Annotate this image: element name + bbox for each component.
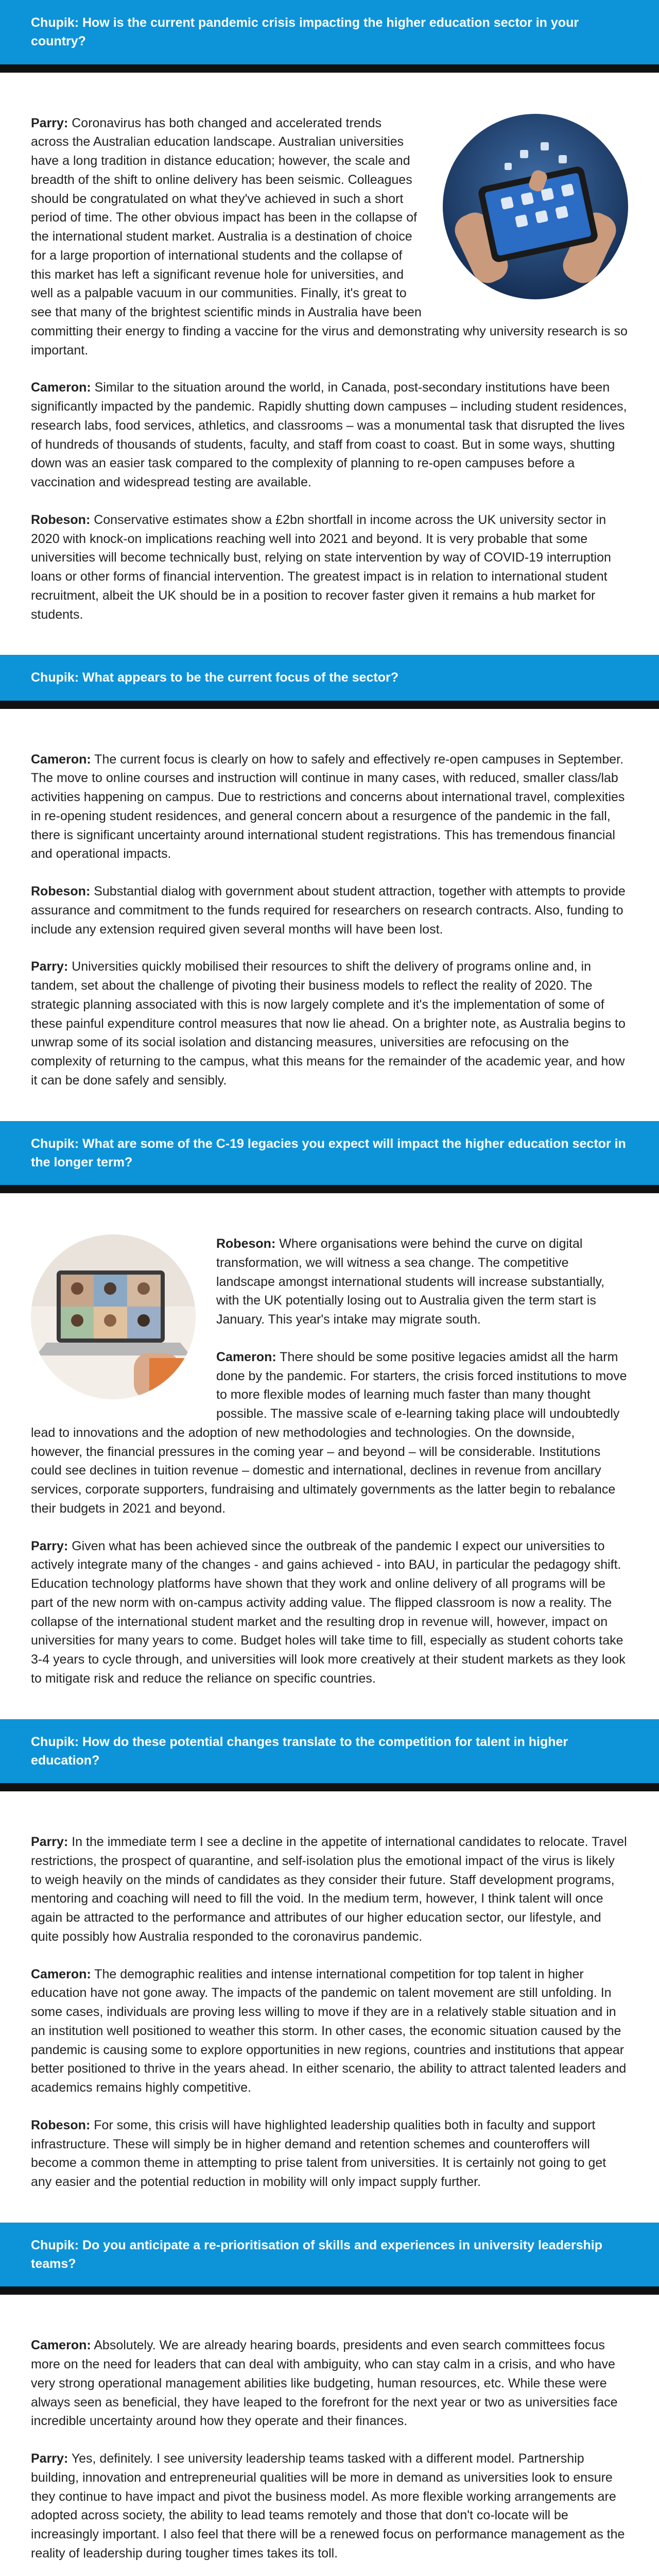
question-heading-2: Chupik: What appears to be the current focus of the sector? [0, 655, 659, 708]
answer-paragraph [31, 957, 628, 1090]
answer-paragraph [31, 2336, 628, 2431]
answer-text: Given what has been achieved since the outbreak of the pandemic I expect our universities to actively integrate many of the changes - and gains achieved - into BAU, in particular the pedagogy shift. Education technology platforms have shown that they work and online delivery of all programs will be part of the new norm with on-campus activity adding value. The flipped classroom is now a reality. The collapse of the international student market and the resulting drop in revenue will, however, impact on universities for many years to come. Budget holes will take time to fill, especially as student cohorts take 3-4 years to cycle through, and universities will look more creatively at their student markets as they look to mitigate risk and reduce the reliance on specific countries. [31, 1538, 626, 1686]
answer-text: For some, this crisis will have highlighted leadership qualities both in faculty and support infrastructure. These will simply be in higher demand and retention schemes and counteroffers will become a common theme in attempting to prise talent from universities. It is certainly not going to get any easier and the potential reduction in mobility will only impact supply further. [31, 2117, 606, 2189]
speaker-name: Parry: [31, 115, 68, 130]
answer-paragraph [31, 1965, 628, 2097]
laptop-video-conference-image [31, 1234, 196, 1399]
speaker-name: Robeson: [31, 2117, 91, 2132]
speaker-name: Robeson: [216, 1236, 276, 1251]
question-heading-4: Chupik: How do these potential changes translate to the competition for talent in higher education? [0, 1719, 659, 1792]
answer-paragraph [31, 2116, 628, 2192]
speaker-name: Parry: [31, 2451, 68, 2466]
answer-paragraph [31, 511, 628, 624]
speaker-name: Parry: [31, 1835, 68, 1849]
speaker-name: Cameron: [31, 752, 91, 767]
answer-paragraph [31, 2449, 628, 2563]
answer-section-1 [0, 73, 659, 655]
speaker-name: Parry: [31, 1538, 68, 1553]
hands-holding-tablet-image [443, 114, 628, 299]
answer-text: Absolutely. We are already hearing boards, presidents and even search committees focus more on the need for leaders that can deal with ambiguity, who can stay calm in a crisis, and who have very strong operational management abilities like budgeting, human resources, etc. While these were always seen as beneficial, they have leaped to the forefront for the next year or two as universities face incredible uncertainty around how they operate and their finances. [31, 2338, 618, 2429]
answer-paragraph [31, 378, 628, 492]
answer-paragraph [31, 1537, 628, 1688]
answer-section-4 [0, 1791, 659, 2223]
answer-text: Universities quickly mobilised their resources to shift the delivery of programs online and, in tandem, set about the challenge of pivoting their business models to reflect the reality of 2020. The strategic planning associated with this is now largely complete and it's the implementation of some of these painful expenditure control measures that now lie ahead. On a brighter note, as Australia begins to unwrap some of its social isolation and distancing measures, universities are refocusing on the complexity of returning to the campus, what this means for the remainder of the academic year, and how it can be done safely and sensibly. [31, 959, 626, 1088]
answer-text: Coronavirus has both changed and accelerated trends across the Australian education landscape. Australian universities have a long tradition in distance education; however, the scale and breadth of the shift to online delivery has been seismic. Colleagues should be congratulated on what they've achieved in such a short period of time. The other obvious impact has been in the collapse of the international student market. Australia is a destination of choice for a large proportion of international students and the collapse of this market has left a significant revenue hole for universities, and well as a palpable vacuum in our communities. Finally, it's great to see that many of the brightest scientific minds in Australia have been committing their energy to finding a vaccine for the virus and demonstrating why university research is so important. [31, 115, 628, 358]
speaker-name: Robeson: [31, 884, 91, 899]
answer-text: Substantial dialog with government about student attraction, together with attempts to provide assurance and commitment to the funds required for researchers on research contracts. Also, funding to include any extension required given several months will have been lost. [31, 884, 626, 937]
answer-text: Yes, definitely. I see university leadership teams tasked with a different model. Partnership building, innovation and entrepreneurial qualities will be more in demand as universities look to ensure they continue to have impact and pivot the business model. As more flexible working arrangements are adopted across society, the ability to lead teams remotely and those that don't co-locate will be increasingly important. I also feel that there will be a renewed focus on performance management as the reality of leadership during tougher times takes its toll. [31, 2451, 625, 2561]
speaker-name: Robeson: [31, 512, 91, 527]
tablet-app-photo [443, 114, 628, 299]
answer-text: The demographic realities and intense international competition for top talent in higher education have not gone away. The impacts of the pandemic on talent movement are still unfolding. In some cases, individuals are proving less willing to move if they are in a relatively stable situation and in an institution well positioned to weather this storm. In other cases, the economic situation caused by the pandemic is causing some to explore opportunities in new regions, countries and institutions that appear better positioned to thrive in the years ahead. In either scenario, the ability to attract talented leaders and academics remains highly competitive. [31, 1967, 627, 2095]
answer-text: Where organisations were behind the curve on digital transformation, we will witness a sea change. The competitive landscape amongst international students will increase substantially, with the UK potentially losing out to Australia given the term start is January. This year's intake may migrate south. [216, 1236, 605, 1327]
answer-text: Similar to the situation around the world, in Canada, post-secondary institutions have been significantly impacted by the pandemic. Rapidly shutting down campuses – including student residences, research labs, food services, athletics, and classrooms – was a monumental task that disrupted the lives of hundreds of thousands of students, faculty, and staff from coast to coast. But in some ways, shutting down was an easier task compared to the complexity of planning to re-open campuses before a vaccination and widespread testing are available. [31, 380, 627, 489]
question-heading-3: Chupik: What are some of the C-19 legacies you expect will impact the higher education sector in the longer term? [0, 1121, 659, 1194]
answer-paragraph [31, 882, 628, 939]
speaker-name: Cameron: [31, 2338, 91, 2353]
answer-section-3 [0, 1193, 659, 1719]
speaker-name: Cameron: [31, 1967, 91, 1981]
speaker-name: Cameron: [216, 1349, 276, 1364]
answer-text: In the immediate term I see a decline in the appetite of international candidates to relocate. Travel restrictions, the prospect of quarantine, and self-isolation plus the emotional impact of the virus is likely to weigh heavily on the minds of candidates as they consider their future. Staff development programs, mentoring and coaching will need to fill the void. In the medium term, however, I think talent will once again be attracted to the performance and attributes of our higher education sector, our lifestyle, and quite possibly how Australia responded to the coronavirus pandemic. [31, 1835, 627, 1944]
speaker-name: Cameron: [31, 380, 91, 395]
question-heading-5: Chupik: Do you anticipate a re-prioritisation of skills and experiences in university leadership teams? [0, 2223, 659, 2295]
answer-section-5 [0, 2295, 659, 2576]
answer-text: The current focus is clearly on how to safely and effectively re-open campuses in September. The move to online courses and instruction will continue in many cases, with reduced, smaller class/lab activities happening on campus. Due to restrictions and concerns about international travel, complexities in re-opening student residences, and general concern about a resurgence of the pandemic in the fall, there is significant uncertainty around international student registrations. This has tremendous financial and operational impacts. [31, 752, 625, 861]
video-call-photo [31, 1234, 196, 1399]
answer-section-2 [0, 709, 659, 1121]
answer-paragraph [31, 750, 628, 864]
answer-text: There should be some positive legacies amidst all the harm done by the pandemic. For starters, the crisis forced institutions to move to more flexible modes of learning much faster than many thought possible. The massive scale of e-learning taking place will undoubtedly lead to innovations and the adoption of new methodologies and technologies. On the downside, however, the financial pressures in the coming year – and beyond – will be considerable. Institutions could see declines in tuition revenue – domestic and international, declines in revenue from ancillary services, corporate supporters, fundraising and ultimately governments as the latter begin to rebalance their budgets in 2021 and beyond. [31, 1349, 627, 1516]
speaker-name: Parry: [31, 959, 68, 974]
question-heading-1: Chupik: How is the current pandemic crisis impacting the higher education sector in your country? [0, 0, 659, 73]
answer-paragraph [31, 1833, 628, 1946]
answer-text: Conservative estimates show a £2bn shortfall in income across the UK university sector in 2020 with knock-on implications reaching well into 2021 and beyond. It is very probable that some universities will become technically bust, relying on state intervention by way of COVID-19 interruption loans or other forms of financial intervention. The greatest impact is in relation to international student recruitment, albeit the UK should be in a position to recover faster given it remains a hub market for students. [31, 512, 611, 622]
